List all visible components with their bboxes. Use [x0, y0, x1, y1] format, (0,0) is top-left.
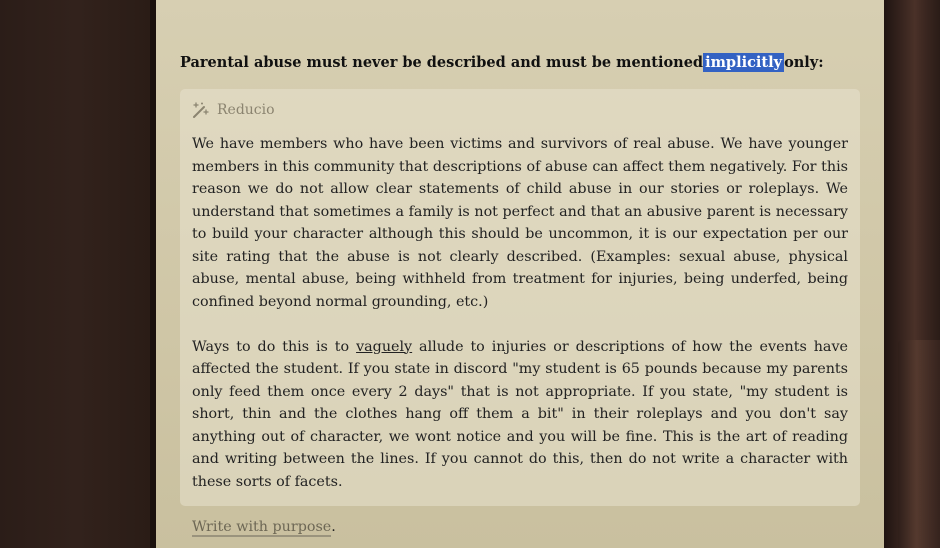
heading-text-before: Parental abuse must never be described and must be mentioned	[180, 54, 704, 71]
spoiler-quote-box	[180, 89, 860, 535]
quote-title: Reducio	[217, 102, 275, 118]
rule-heading	[180, 54, 824, 71]
quote-header[interactable]	[192, 99, 848, 121]
quote-paragraph-2	[192, 336, 848, 494]
write-with-purpose-link[interactable]: Write with purpose	[192, 518, 332, 535]
post-page	[156, 0, 884, 548]
underlined-word: vaguely	[356, 338, 413, 355]
heading-selected-word[interactable]: implicitly	[705, 54, 783, 71]
paragraph-2-text-before: Ways to do this is to	[192, 338, 350, 355]
wood-frame-left	[0, 0, 152, 548]
purpose-suffix: .	[331, 518, 336, 535]
magic-wand-icon	[192, 101, 210, 119]
wood-frame-right	[884, 0, 940, 548]
quote-paragraph-1: We have members who have been victims and survivors of real abuse. We have younger members in this community that descriptions of abuse can affect them negatively. For this reason we do not allow clear statements of child abuse in our stories or roleplays. We understand that sometimes a family is not perfect and that an abusive parent is necessary to build your character although this should be uncommon, it is our expectation per our site rating that the abuse is not clearly described. (Examples: sexual abuse, physical abuse, mental abuse, being withheld from treatment for injuries, being underfed, being confined beyond normal grounding, etc.)	[192, 136, 848, 310]
paragraph-2-text-after: allude to injuries or descriptions of how the events have affected the student. If you state in discord "my student is 65 pounds because my parents only feed them once every 2 days" that is not appropriate. If you state, "my student is short, thin and the clothes hang off them a bit" in their roleplays and you don't say anything out of character, we wont notice and you will be fine. This is the art of reading and writing between the lines. If you cannot do this, then do not write a character with these sorts of facets.	[192, 338, 848, 490]
heading-text-after: only:	[784, 54, 824, 71]
quote-body	[192, 133, 848, 538]
purpose-line	[192, 516, 848, 539]
